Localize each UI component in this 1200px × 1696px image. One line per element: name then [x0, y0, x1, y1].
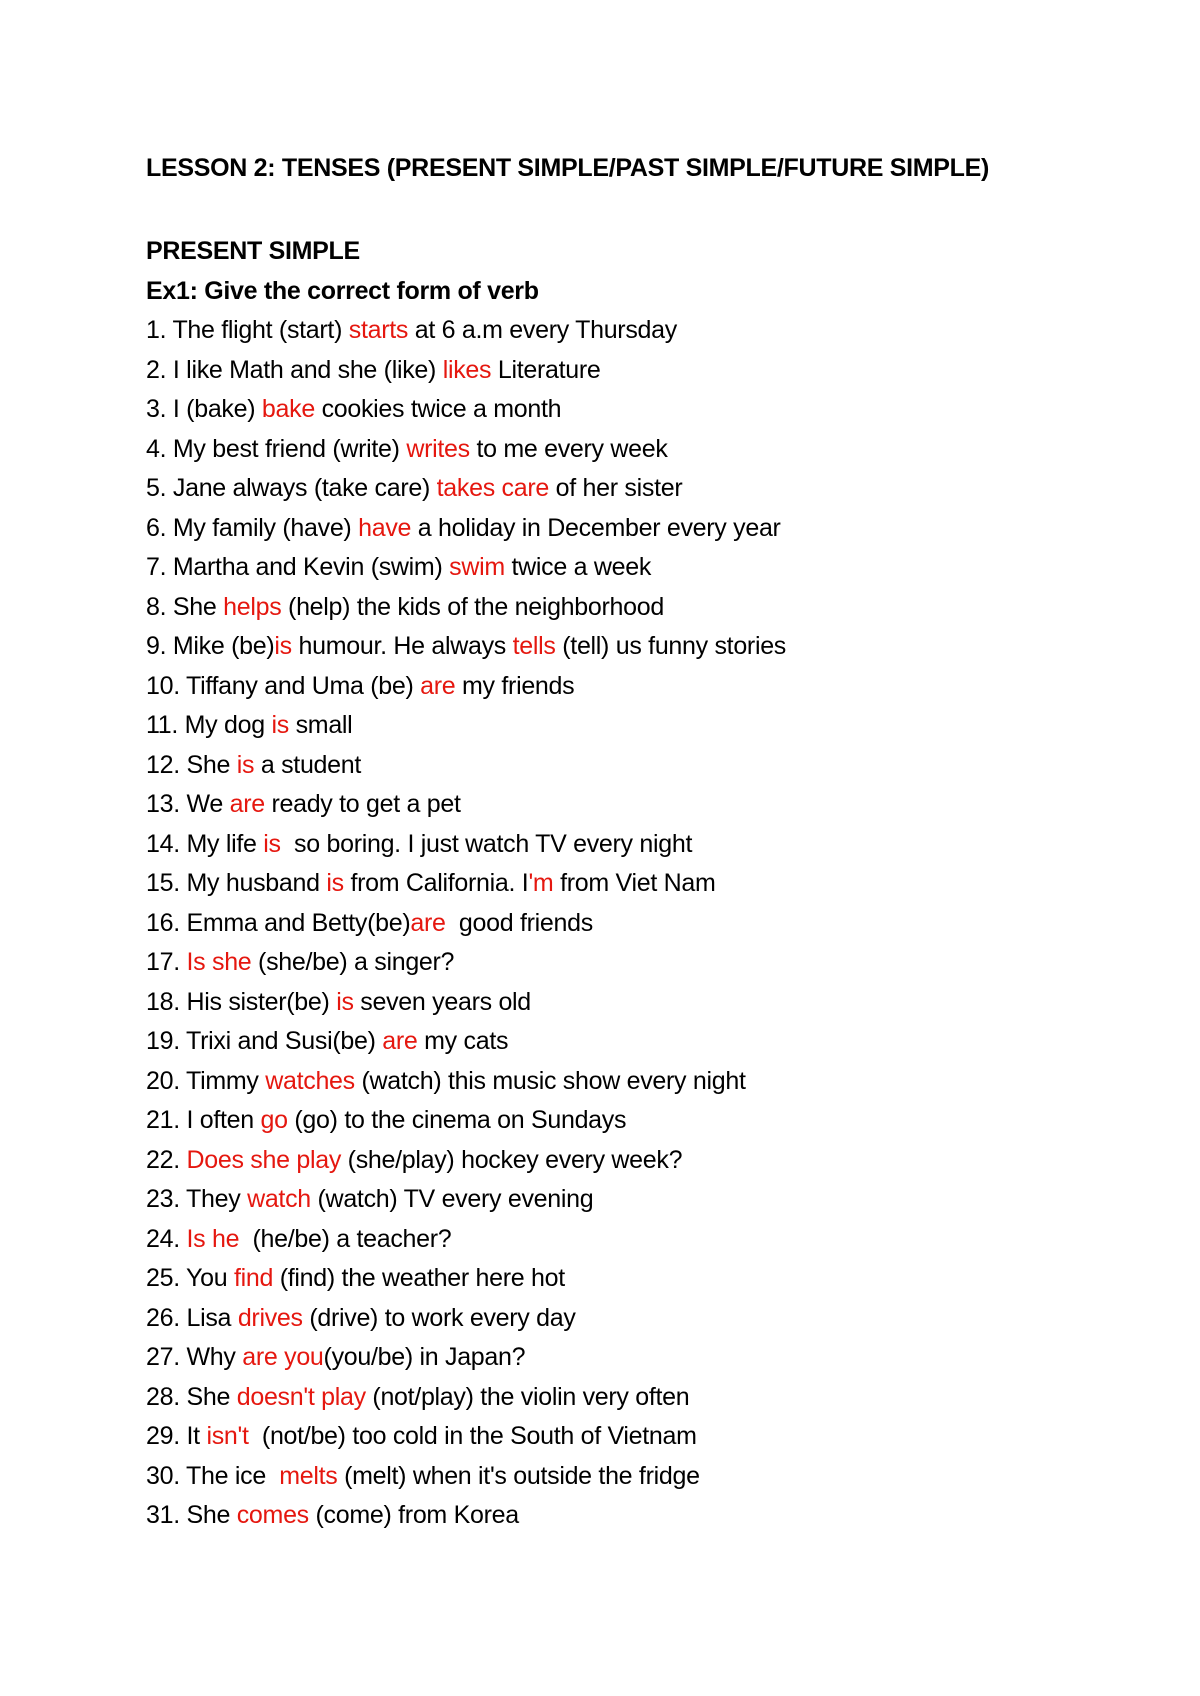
prompt-text: 29. It	[146, 1422, 207, 1450]
prompt-text: 15. My husband	[146, 869, 327, 897]
prompt-text: cookies twice a month	[314, 395, 562, 423]
prompt-text: from Viet Nam	[553, 869, 716, 897]
exercise-item	[146, 588, 1126, 628]
prompt-text: a student	[254, 750, 362, 779]
prompt-text: Literature	[491, 355, 601, 384]
answer-text: is	[326, 869, 344, 897]
prompt-text: small	[288, 711, 353, 739]
exercise-item	[146, 1101, 1126, 1141]
exercise-item	[146, 1417, 1126, 1457]
prompt-text: 17.	[146, 948, 187, 976]
prompt-text: 19. Trixi and Susi(be)	[146, 1027, 383, 1055]
exercise-item	[146, 1259, 1126, 1299]
prompt-text: (tell) us funny stories	[555, 632, 787, 660]
exercise-item	[146, 351, 1126, 391]
prompt-text: 4. My best friend (write)	[146, 434, 407, 463]
prompt-text: 28. She	[146, 1382, 237, 1411]
answer-text: is	[236, 750, 255, 779]
exercise-item	[146, 627, 1126, 667]
answer-text: is	[274, 632, 292, 660]
prompt-text: 2. I like Math and she (like)	[146, 355, 443, 384]
prompt-text: humour. He always	[291, 632, 513, 660]
prompt-text: 3. I (bake)	[146, 395, 262, 423]
prompt-text: 1. The flight (start)	[146, 316, 349, 344]
exercise-item	[146, 1062, 1126, 1102]
prompt-text: (not/play) the violin very often	[365, 1382, 690, 1411]
prompt-text: of her sister	[549, 474, 683, 502]
exercise-item	[146, 706, 1126, 746]
exercise-item	[146, 904, 1126, 944]
exercise-item	[146, 785, 1126, 825]
prompt-text: 30. The ice	[146, 1461, 280, 1490]
exercise-item	[146, 1496, 1126, 1536]
prompt-text: from California. I	[343, 869, 529, 897]
exercise-item	[146, 983, 1126, 1023]
answer-text: are	[420, 671, 456, 700]
prompt-text: (go) to the cinema on Sundays	[287, 1106, 627, 1134]
prompt-text: 13. We	[146, 790, 230, 818]
prompt-text: 20. Timmy	[146, 1066, 266, 1095]
answer-text: are	[229, 790, 265, 818]
exercise-item	[146, 1338, 1126, 1378]
answer-text: tells	[512, 632, 556, 660]
answer-text: Is she	[186, 948, 252, 976]
prompt-text: 6. My family (have)	[146, 513, 359, 542]
prompt-text: ready to get a pet	[264, 790, 461, 818]
document-page	[146, 152, 1126, 1536]
prompt-text: a holiday in December every year	[411, 513, 781, 542]
prompt-text: so boring. I just watch TV every night	[280, 829, 693, 858]
prompt-text: (help) the kids of the neighborhood	[281, 592, 664, 621]
answer-text: watch	[247, 1185, 311, 1213]
answer-text: is	[271, 711, 289, 739]
prompt-text: 21. I often	[146, 1106, 261, 1134]
prompt-text: 27. Why	[146, 1343, 243, 1371]
lesson-title: LESSON 2: TENSES (PRESENT SIMPLE/PAST SIMPLE/FUTURE SIMPLE)	[146, 154, 990, 182]
answer-text: comes	[236, 1501, 309, 1529]
answer-text: are you	[242, 1343, 324, 1371]
prompt-text: 11. My dog	[146, 711, 272, 739]
answer-text: watches	[265, 1066, 355, 1095]
exercise-item	[146, 311, 1126, 351]
answer-text: have	[358, 513, 412, 542]
prompt-text: (he/be) a teacher?	[239, 1224, 452, 1253]
answer-text: go	[260, 1106, 288, 1134]
section-heading: PRESENT SIMPLE	[146, 237, 360, 265]
exercise-item	[146, 509, 1126, 549]
answer-text: likes	[442, 355, 492, 384]
exercise-item	[146, 390, 1126, 430]
prompt-text: 9. Mike (be)	[146, 632, 275, 660]
prompt-text: 24.	[146, 1224, 187, 1253]
prompt-text: my cats	[417, 1027, 509, 1055]
exercise-item	[146, 469, 1126, 509]
prompt-text: (she/be) a singer?	[251, 948, 455, 976]
prompt-text: (drive) to work every day	[302, 1303, 576, 1332]
answer-text: 'm	[528, 869, 554, 897]
answer-text: Does she play	[186, 1145, 342, 1174]
prompt-text: 5. Jane always (take care)	[146, 474, 437, 502]
answer-text: are	[382, 1027, 418, 1055]
prompt-text: 8. She	[146, 592, 224, 621]
prompt-text: 31. She	[146, 1501, 237, 1529]
exercise-item	[146, 667, 1126, 707]
answer-text: writes	[406, 434, 470, 463]
exercise-item	[146, 1299, 1126, 1339]
prompt-text: 22.	[146, 1145, 187, 1174]
prompt-text: 14. My life	[146, 829, 264, 858]
prompt-text: (you/be) in Japan?	[323, 1343, 526, 1371]
exercise-list	[146, 311, 1126, 1536]
prompt-text: my friends	[455, 671, 575, 700]
answer-text: is	[263, 829, 281, 858]
prompt-text: 26. Lisa	[146, 1303, 238, 1332]
exercise-item	[146, 1378, 1126, 1418]
prompt-text: to me every week	[469, 434, 668, 463]
answer-text: takes care	[436, 474, 549, 502]
answer-text: are	[410, 908, 446, 937]
answer-text: Is he	[186, 1224, 240, 1253]
exercise-item	[146, 864, 1126, 904]
exercise-item	[146, 1220, 1126, 1260]
answer-text: swim	[449, 553, 505, 581]
answer-text: drives	[237, 1303, 303, 1332]
answer-text: melts	[279, 1461, 338, 1490]
prompt-text: 23. They	[146, 1185, 248, 1213]
prompt-text: (not/be) too cold in the South of Vietnam	[248, 1422, 697, 1450]
exercise-heading: Ex1: Give the correct form of verb	[146, 276, 539, 305]
answer-text: find	[233, 1264, 274, 1292]
exercise-item	[146, 1141, 1126, 1181]
exercise-item	[146, 430, 1126, 470]
prompt-text: (melt) when it's outside the fridge	[337, 1461, 700, 1490]
prompt-text: good friends	[445, 908, 593, 937]
answer-text: starts	[348, 316, 409, 344]
prompt-text: 25. You	[146, 1264, 234, 1292]
exercise-item	[146, 825, 1126, 865]
prompt-text: at 6 a.m every Thursday	[408, 316, 677, 344]
prompt-text: 7. Martha and Kevin (swim)	[146, 553, 450, 581]
prompt-text: (come) from Korea	[308, 1501, 519, 1529]
exercise-item	[146, 1457, 1126, 1497]
answer-text: doesn't play	[236, 1382, 366, 1411]
exercise-item	[146, 1022, 1126, 1062]
prompt-text: (find) the weather here hot	[273, 1264, 565, 1292]
prompt-text: (she/play) hockey every week?	[341, 1145, 683, 1174]
exercise-item	[146, 548, 1126, 588]
prompt-text: (watch) this music show every night	[354, 1066, 746, 1095]
answer-text: isn't	[206, 1422, 249, 1450]
answer-text: helps	[223, 592, 282, 621]
prompt-text: (watch) TV every evening	[310, 1185, 594, 1213]
prompt-text: 18. His sister(be)	[146, 987, 337, 1016]
answer-text: is	[336, 987, 354, 1016]
prompt-text: 10. Tiffany and Uma (be)	[146, 671, 421, 700]
prompt-text: 16. Emma and Betty(be)	[146, 908, 411, 937]
prompt-text: twice a week	[504, 553, 652, 581]
exercise-item	[146, 943, 1126, 983]
prompt-text: 12. She	[146, 750, 237, 779]
answer-text: bake	[261, 395, 315, 423]
exercise-item	[146, 1180, 1126, 1220]
prompt-text: seven years old	[353, 987, 531, 1016]
exercise-item	[146, 746, 1126, 786]
